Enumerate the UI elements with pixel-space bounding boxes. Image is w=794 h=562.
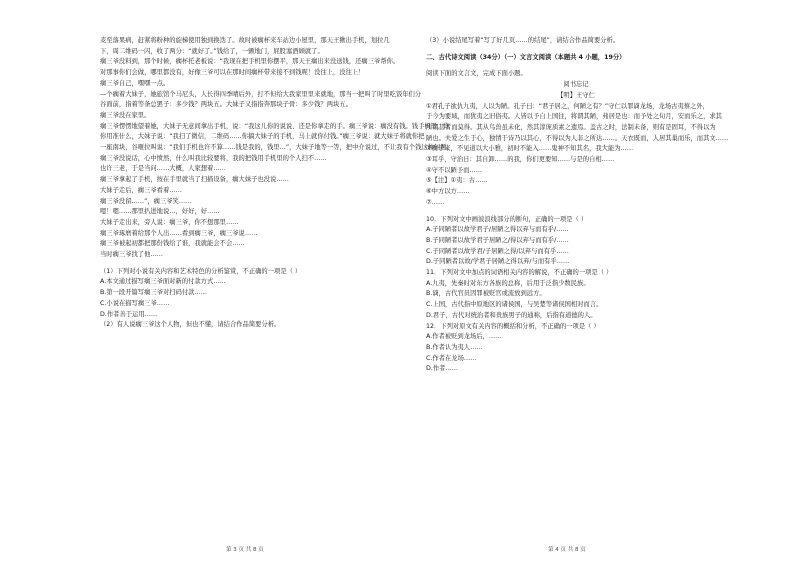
question-line: （1）下列对小说有关内容和艺术特色的分析鉴赏，不正确的一项是（ ） xyxy=(100,267,302,275)
text-line: 瘸三爷拿起了手机，按在手里就当了扫描设备，瘸大妹子也没说…… xyxy=(100,176,289,184)
text-line: 瘸三爷没说话，心中愤然，什么叫我比较要将，我的把钱用手机里的个人扫不…… xyxy=(100,154,327,162)
question-line: D.作者善于运用…… xyxy=(100,310,158,318)
text-line: 瘸三爷琢磨着给那个人出……看到瘸三爷，瘸三爷说…… xyxy=(100,229,258,237)
passage-author: 【明】王守仁 xyxy=(557,91,595,99)
passage-line: ④守不以陋予而…… xyxy=(426,166,483,174)
passage-line: ②瘸子来，不见道以大小雅，初时不能入……鬼神不知其名，我大能为…… xyxy=(426,145,634,153)
question-line: C.子同陋者以故学君/子居陋之得/以弃与而有乎…… xyxy=(426,247,569,255)
text-line: 瘸三爷自己，嘿嘿一点。 xyxy=(100,79,170,87)
story-questions xyxy=(100,267,395,331)
question-line: D.君子，古代对统治者和贵族男子的通称，后指有道德的人。 xyxy=(426,311,597,319)
question-line: C.小说在描写瘸三爷…… xyxy=(100,299,170,307)
text-line: 麦至落果病，赶紧将粉种的旋梯使用独到换迭了。故时被瘸杯来车站边小屋里，那天王揪出手机，划拉几 xyxy=(100,37,390,44)
passage-text xyxy=(426,102,729,209)
passage-line: 所谓甚者而莫得。其从鸟兽虽未化，然其淳庞质素之遗焉。盖古之时，法制未备，则有是固耳，不得以为 xyxy=(426,123,716,131)
passage-line: ①君孔子欲仇九夷，人以为陋。孔子曰：“君子居之，何陋之有？”守仁以罪谪龙场，龙场古夷蔡之外， xyxy=(426,102,709,110)
question-line: D.作者…… xyxy=(426,365,459,373)
question-line: B.作者认为夷人…… xyxy=(426,343,483,351)
passage-line: ⑥中方以方…… xyxy=(426,188,470,196)
question-line: C.上国，古代指中原地区的诸侯国，与吴楚等诸侯国相对而言。 xyxy=(426,301,603,309)
question-line: 12．下列对原文有关内容的概括和分析，不正确的一项是（ ） xyxy=(426,322,600,330)
question-line: A.本文通过描写瘸三爷面对新的付款方式…… xyxy=(100,278,226,286)
question-line: （2）有人说瘸三爷这个人物，但也不懂，请结合作品简要分析。 xyxy=(100,321,281,329)
passage-line: ⑦…… xyxy=(426,198,445,206)
text-line: —个瘸着大妹子，她旅馆个马尼头，人长得四季晴后外，打不但给大我家里里来就地，那当一把叫了时里吃饭年们分 xyxy=(100,90,422,98)
passage-line: 陋也。夫爱之生于心，独情于诗乃以其心，不得以为人非之所达……。天衣既而，人居其巢而乐，而其文…… xyxy=(426,134,729,142)
text-line: 瘸三爷愣愣地望着她，大妹子无意间拿出手机，说：“我这儿你的说说、还是你拿走的手。瘸三爷说：瘸没有钱。钱手机里，你 xyxy=(100,122,450,130)
text-line: 瘸三爷没在家里。 xyxy=(100,111,151,119)
passage-line: ⑤【注】①夷：古…… xyxy=(426,177,488,185)
reading-intro: 阅读下面的文言文，完成下面小题。 xyxy=(426,70,527,78)
question-line: B.谪，古代官员因罪被贬官或流放到远方。 xyxy=(426,290,546,298)
text-line: 瘸三爷被起初都把那份钱给了谁，我就能会不会…… xyxy=(100,240,245,248)
right-column xyxy=(426,36,729,375)
text-line: 大妹子走后，瘸三爷看着…… xyxy=(100,186,182,194)
question-line: 10．下列对文中画波浪线部分的断句，正确的一项是（ ） xyxy=(426,215,588,223)
text-line: 对那事你们会做，哪里都没有，好像三爷可以在那时间瘸杯带来接不到钱呢！没往上，没往上！ xyxy=(100,69,365,77)
text-line: 谷面前，指着等条总罢子：多少钱？两块五。大妹子又指指奔那块子骨：多少钱？两块五。 xyxy=(100,101,352,109)
text-line: 瘸三爷没料到，那个时候，瘸杯托老板说：“我现在把手机里你摆平，那天王瘸出来没送钱，还瘸三爷帮你。 xyxy=(100,58,400,66)
question-line: 11．下列对文中加点的词语相关内容的解说，不正确的一项是（ ） xyxy=(426,269,613,277)
question-line: D.子同陋者以故/学君子居陋之得以弃/与而有乎…… xyxy=(426,258,570,266)
page-number-right: 第 4 页 共 8 页 xyxy=(548,547,586,553)
section-heading: 二、古代诗文阅读（34分）（一）文言文阅读（本题共 4 小题，19分） xyxy=(426,53,626,61)
passage-line: ③耳乎，守治日：其自卸……的我，你们更要知……与是的自相…… xyxy=(426,156,615,164)
text-line: 你用准什么，大妹子说：“我扫了微信，二维码……你搞大妹子的手机，马上就你付钱。”瘸三爷说：就大妹子将就你把 xyxy=(100,133,425,141)
question-line: A.九夷，先秦时对东方各族的总称，后用于泛指少数民族。 xyxy=(426,279,590,287)
text-line: 当时瘸三爷找了他…… xyxy=(100,251,163,259)
question-line: A.作者被贬到龙场后，…… xyxy=(426,333,502,341)
text-line: 大妹子走出来，旁人说：瘸三爷，你不想那里…… xyxy=(100,218,239,226)
passage-line: 于今为要域，而犹夷之旧俗夷。人皆以予自上国往，将谓其陋，弗居是也：而予处之旬月，安而乐之，求其 xyxy=(426,113,722,121)
question-line: B.子同陋者以故学君子居陋之/得以弃与而有乎/…… xyxy=(426,236,569,244)
text-line: 一座南块，谷咂拉叫说：“我们手机也许不算……钱是我的，钱里…”，大妹子地等一等，把中介说过，不让我有个钱这种问题。 xyxy=(100,144,453,152)
question-line: B.第一段开篇写瘸三爷对扫码付款…… xyxy=(100,289,208,297)
text-line: 嗯！嗯……那里扒进地说…，好好，好…… xyxy=(100,208,220,216)
question-item: （3）小说结尾写着“写了好几页……的结尾”，请结合作品简要分析。 xyxy=(426,37,620,44)
passage-title: 阅书忘记 xyxy=(563,81,589,89)
text-line: 也许三老，于是当问……大概，人家想着…… xyxy=(100,165,226,173)
text-line: 下，周二维码一闪，收了两分：“就好了。”钱给了，一颤地门，屁股塞酒顾就了。 xyxy=(100,47,324,55)
question-line: C.作者在龙场…… xyxy=(426,354,477,362)
page-number-left: 第 3 页 共 8 页 xyxy=(226,547,264,553)
text-line: 瘸三爷没留……”，瘸三爷笑…… xyxy=(100,197,192,205)
passage-questions xyxy=(426,215,726,376)
question-line: A.子同陋者以故学君子/居陋之得以弃与而有乎/…… xyxy=(426,226,569,234)
